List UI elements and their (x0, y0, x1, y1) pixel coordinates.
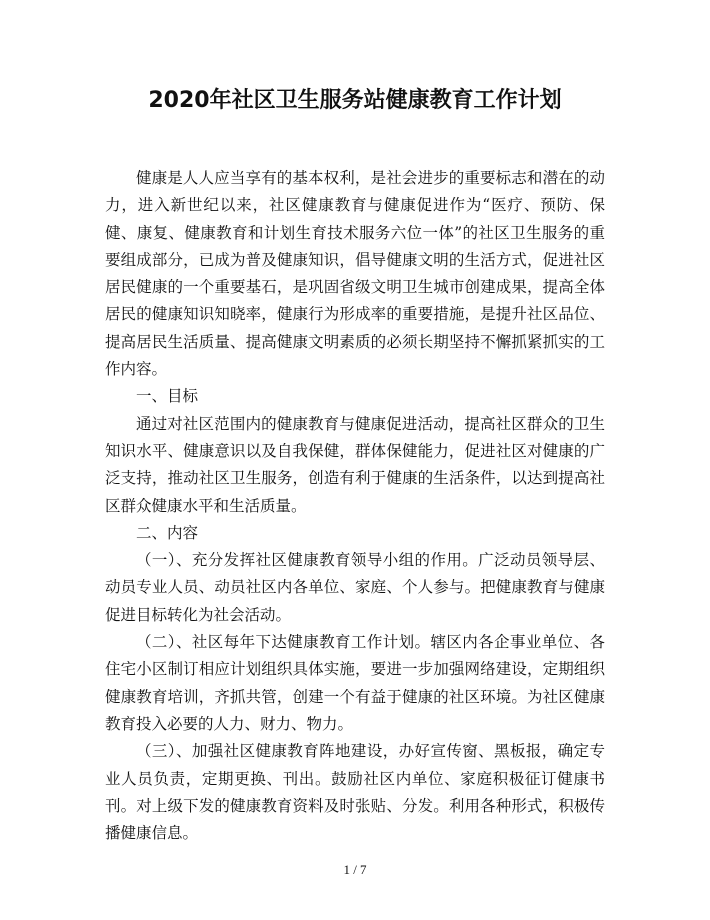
goal-paragraph: 通过对社区范围内的健康教育与健康促进活动，提高社区群众的卫生知识水平、健康意识以及自我保健，群体保健能力，促进社区对健康的广泛支持，推动社区卫生服务，创造有利于健康的生活条件，以达到提高社区群众健康水平和生活质量。 (105, 414, 605, 515)
intro-paragraph: 健康是人人应当享有的基本权利，是社会进步的重要标志和潜在的动力，进入新世纪以来，社区健康教育与健康促进作为“医疗、预防、保健、康复、健康教育和计划生育技术服务六位一体”的社区卫生服务的重要组成部分，已成为普及健康知识，倡导健康文明的生活方式，促进社区居民健康的一个重要基石，是巩固省级文明卫生城市创建成果，提高全体居民的健康知识知晓率，健康行为形成率的重要措施，是提升社区品位、提高居民生活质量、提高健康文明素质的必须长期坚持不懈抓紧抓实的工作内容。 (105, 169, 605, 379)
document-title: 2020年社区卫生服务站健康教育工作计划 (148, 88, 562, 113)
content-paragraph-1: （一）、充分发挥社区健康教育领导小组的作用。广泛动员领导层、动员专业人员、动员社区内各单位、家庭、个人参与。把健康教育与健康促进目标转化为社会活动。 (105, 551, 605, 624)
content-paragraph-3: （三）、加强社区健康教育阵地建设，办好宣传窗、黑板报，确定专业人员负责，定期更换、刊出。鼓励社区内单位、家庭积极征订健康书刊。对上级下发的健康教育资料及时张贴、分发。利用各种形式，积极传播健康信息。 (105, 742, 605, 843)
content-paragraph-2: （二）、社区每年下达健康教育工作计划。辖区内各企事业单位、各住宅小区制订相应计划组织具体实施，要进一步加强网络建设，定期组织健康教育培训，齐抓共管，创建一个有益于健康的社区环境。为社区健康教育投入必要的人力、财力、物力。 (105, 633, 605, 733)
section-heading-content: 二、内容 (136, 523, 199, 542)
section-heading-goal: 一、目标 (136, 387, 199, 406)
page-number: 1 / 7 (343, 862, 367, 877)
document-body (105, 165, 605, 847)
